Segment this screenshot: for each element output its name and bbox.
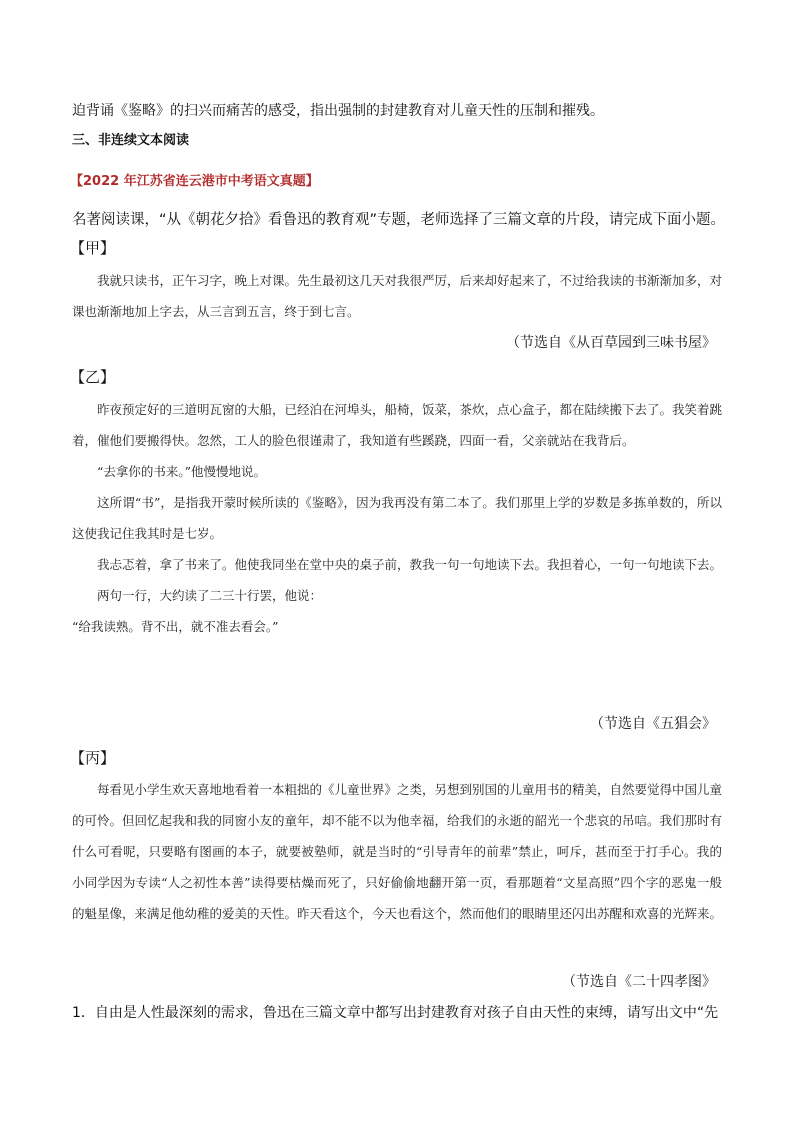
passage-paragraph: 我忐忑着，拿了书来了。他使我同坐在堂中央的桌子前，教我一句一句地读下去。我担着心，一句一句地读下去。 (97, 557, 723, 572)
passage-paragraph: 昨夜预定好的三道明瓦窗的大船，已经泊在河埠头，船椅，饭菜，茶炊，点心盒子，都在陆续搬下去了。我笑着跳着，催他们要搬得快。忽然，工人的脸色很谨肃了，我知道有些蹊跷，四面一看，父亲就站在我背后。 (72, 402, 723, 448)
passage-paragraph: 每看见小学生欢天喜地地看着一本粗拙的《儿童世界》之类，另想到别国的儿童用书的精美，自然要觉得中国儿童的可怜。但回忆起我和我的同窗小友的童年，却不能不以为他幸福，给我们的永逝的韶光一个悲哀的吊唁。我们那时有什么可看呢，只要略有图画的本子，就要被塾师，就是当时的“引导青年的前辈”禁止，呵斥，甚而至于打手心。我的小同学因为专读“人之初性本善”读得要枯燥而死了，只好偷偷地翻开第一页，看那题着“文星高照”四个字的恶鬼一般的魁星像，来满足他幼稚的爱美的天性。昨天看这个，今天也看这个，然而他们的眼睛里还闪出苏醒和欢喜的光辉来。 (72, 782, 723, 921)
source-tag: 【2022 年江苏省连云港市中考语文真题】 (70, 174, 319, 189)
passage-jia-body (72, 265, 722, 327)
intro-tail-text: 迫背诵《鉴略》的扫兴而痛苦的感受，指出强制的封建教育对儿童天性的压制和摧残。 (72, 103, 604, 119)
passage-paragraph: 两句一行，大约读了二三十行罢，他说： (97, 588, 323, 603)
passage-jia-label: 【甲】 (70, 239, 116, 257)
passage-yi-label: 【乙】 (70, 368, 116, 386)
passage-paragraph: “给我读熟。背不出，就不准去看会。” (72, 619, 279, 634)
question-1-text: 1．自由是人性最深刻的需求，鲁迅在三篇文章中都写出封建教育对孩子自由天性的束缚，请写出文中“先 (72, 1005, 719, 1021)
passage-bing-credit: （节选自《二十四孝图》 (562, 974, 716, 990)
passage-yi-body (72, 394, 722, 642)
section-heading: 三、非连续文本阅读 (72, 133, 190, 148)
passage-yi-credit: （节选自《五猖会》 (590, 716, 716, 732)
passage-bing-body (72, 774, 722, 929)
passage-paragraph: 我就只读书，正午习字，晚上对课。先生最初这几天对我很严厉，后来却好起来了，不过给我读的书渐渐加多，对课也渐渐地加上字去，从三言到五言，终于到七言。 (72, 273, 723, 319)
instructions-text: 名著阅读课，“从《朝花夕拾》看鲁迅的教育观”专题，老师选择了三篇文章的片段，请完成下面小题。 (72, 212, 726, 228)
passage-jia-credit: （节选自《从百草园到三味书屋》 (506, 335, 716, 351)
passage-paragraph: “去拿你的书来。”他慢慢地说。 (97, 464, 267, 479)
passage-paragraph: 这所谓“书”，是指我开蒙时候所读的《鉴略》，因为我再没有第二本了。我们那里上学的岁数是多拣单数的，所以这使我记住我其时是七岁。 (72, 495, 722, 541)
passage-bing-label: 【丙】 (70, 749, 116, 767)
